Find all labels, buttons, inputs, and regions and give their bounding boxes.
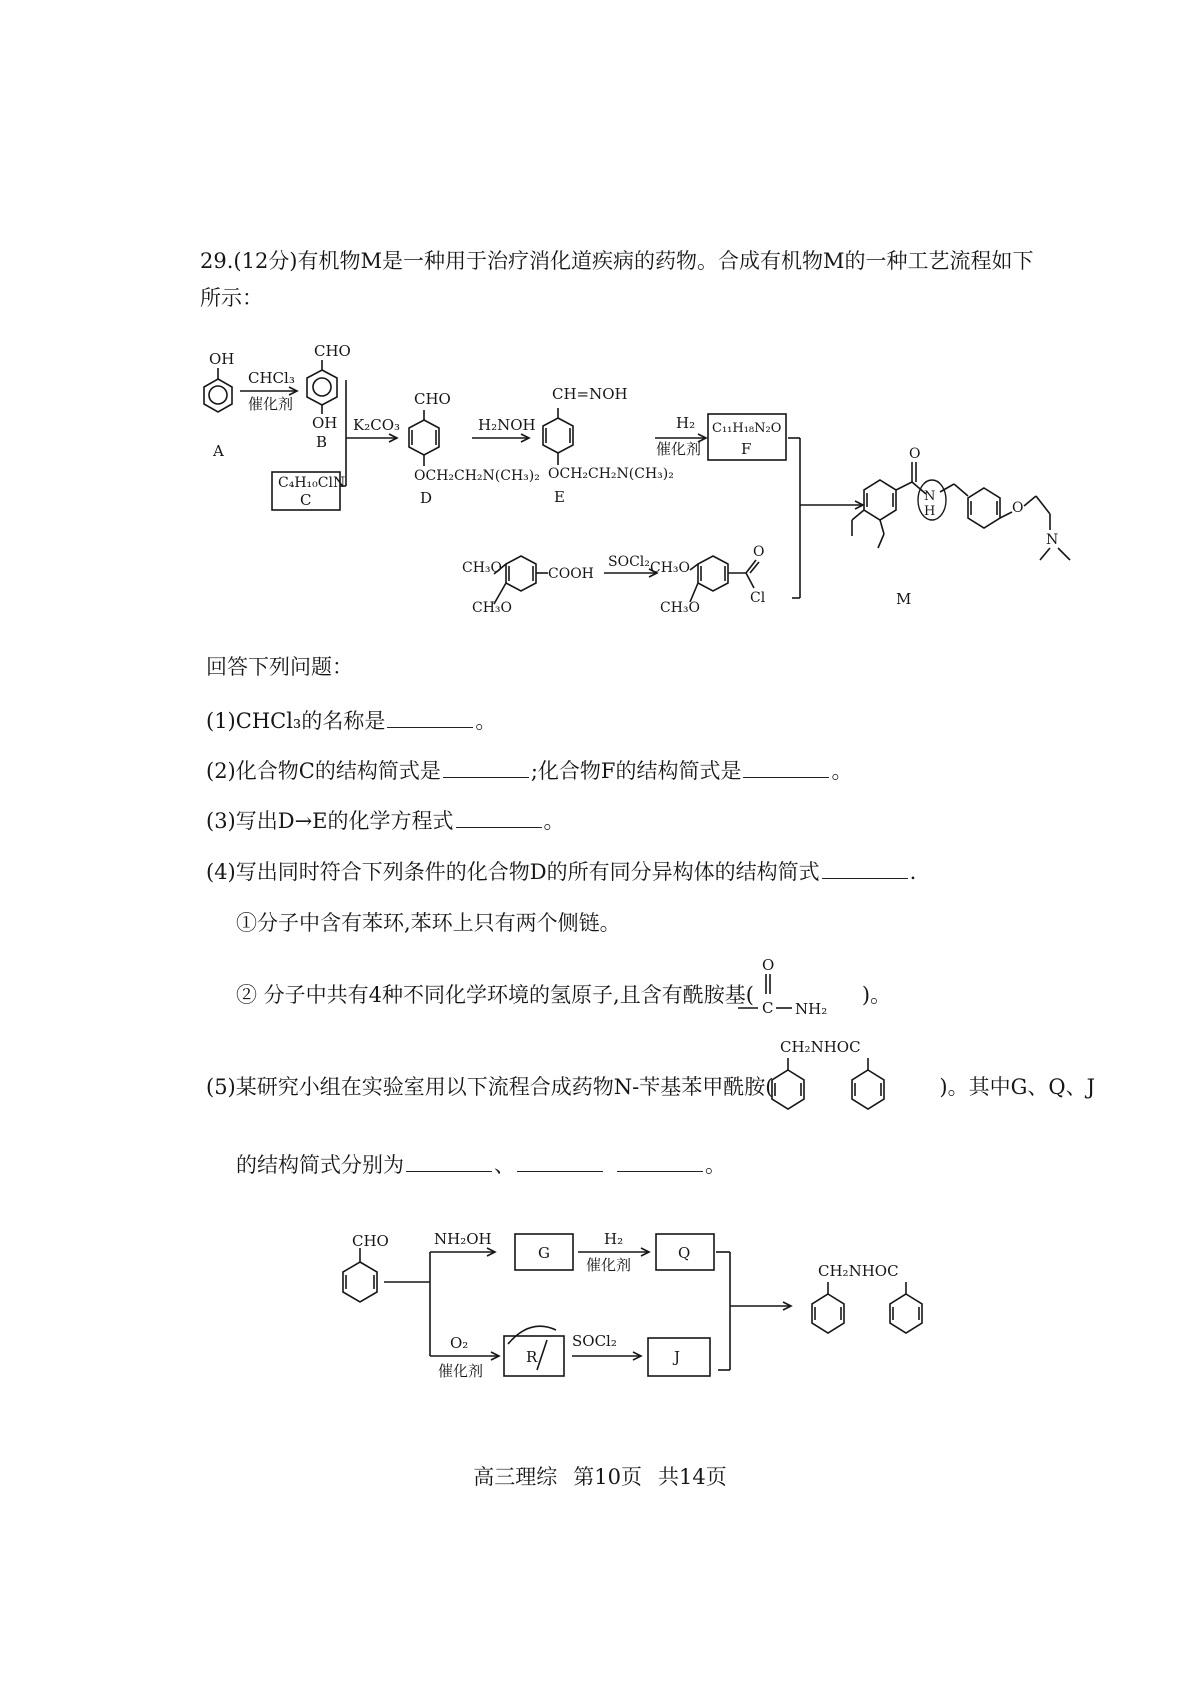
label-M: M [896, 590, 912, 608]
product-label: CH₂NHOC [818, 1262, 899, 1280]
blank-q1[interactable] [387, 707, 473, 728]
amide-C: C [762, 999, 774, 1017]
M-amine-N: N [1046, 532, 1059, 548]
reagent-h2-2: H₂ [604, 1230, 624, 1248]
A-OH: OH [209, 350, 235, 368]
condition-1: ①分子中含有苯环,苯环上只有两个侧链。 [236, 911, 621, 935]
benzene-ring-M-right [968, 488, 1000, 528]
reagent-socl2: SOCl₂ [608, 554, 650, 570]
acid-cooh: COOH [548, 566, 594, 582]
page-footer: 高三理综 第10页 共14页 [473, 1465, 727, 1489]
acid-ch3o-top: CH₃O [462, 560, 503, 576]
answer-prompt: 回答下列问题： [206, 655, 353, 679]
B-CHO: CHO [314, 342, 351, 360]
product-ring-right [890, 1294, 922, 1333]
benzene-ring-M-left [864, 480, 896, 520]
blank-q5-Q[interactable] [517, 1151, 603, 1172]
blank-q2-F[interactable] [743, 757, 829, 778]
blank-q5-J[interactable] [617, 1151, 703, 1172]
box-Q [656, 1234, 714, 1270]
reagent-chcl3: CHCl₃ [248, 369, 295, 387]
inline-product-label: CH₂NHOC [780, 1038, 861, 1056]
question-4: (4)写出同时符合下列条件的化合物D的所有同分异构体的结构简式 . [206, 860, 917, 884]
question-1: (1)CHCl₃的名称是 。 [206, 709, 497, 733]
B-OH: OH [312, 414, 338, 432]
label-R: R [526, 1348, 538, 1366]
blank-q5-G[interactable] [406, 1151, 492, 1172]
reagent-k2co3: K₂CO₃ [353, 416, 401, 434]
catalyst-3: 催化剂 [586, 1256, 632, 1274]
reagent-o2: O₂ [450, 1334, 469, 1352]
question-5: (5)某研究小组在实验室用以下流程合成药物N-苄基苯甲酰胺( )。其中G、Q、J [206, 1075, 1096, 1099]
acid-ch3o-bottom: CH₃O [472, 600, 513, 616]
chloride-O: O [753, 544, 765, 560]
formula-F: C₁₁H₁₈N₂O [712, 421, 782, 436]
reagent-nh2oh: NH₂OH [434, 1230, 492, 1248]
amide-NH2: NH₂ [795, 1000, 828, 1018]
chloride-ch3o-top: CH₃O [650, 560, 691, 576]
blank-q3[interactable] [456, 807, 542, 828]
label-E: E [554, 488, 565, 506]
synthesis-scheme-1 [0, 0, 1200, 616]
question-2: (2)化合物C的结构简式是 ;化合物F的结构简式是 。 [206, 759, 853, 783]
label-J: J [674, 1348, 681, 1366]
benzene-ring-acid-chloride [698, 556, 728, 591]
M-N: N [924, 489, 936, 504]
blank-q2-C[interactable] [443, 757, 529, 778]
box-R [504, 1336, 564, 1376]
reagent-h2: H₂ [676, 414, 696, 432]
condition-2: ② 分子中共有4种不同化学环境的氢原子,且含有酰胺基( )。 [236, 983, 892, 1007]
formula-C: C₄H₁₀ClN [278, 475, 346, 491]
benzene-ring-acid [506, 556, 536, 591]
label-G: G [538, 1244, 550, 1262]
E-oxime: CH=NOH [552, 385, 628, 403]
catalyst-2: 催化剂 [656, 440, 702, 458]
M-ether-O: O [1012, 500, 1024, 516]
benzaldehyde-CHO: CHO [352, 1232, 389, 1250]
label-C: C [300, 491, 312, 509]
benzaldehyde-ring [343, 1262, 377, 1302]
label-Q: Q [678, 1244, 691, 1262]
label-A: A [213, 442, 224, 460]
M-H: H [924, 504, 936, 519]
benzene-ring-D [409, 420, 439, 455]
question-intro-line2: 所示： [200, 286, 263, 310]
M-carbonyl-O: O [909, 446, 921, 462]
E-side-chain: OCH₂CH₂N(CH₃)₂ [548, 466, 674, 482]
catalyst-4: 催化剂 [438, 1362, 484, 1380]
label-B: B [316, 433, 328, 451]
D-CHO: CHO [414, 390, 451, 408]
catalyst-1: 催化剂 [248, 395, 294, 413]
box-J [648, 1338, 710, 1376]
D-side-chain: OCH₂CH₂N(CH₃)₂ [414, 468, 540, 484]
question-5-answer-line: 的结构简式分别为 、 。 [236, 1153, 726, 1177]
benzene-ring-B [307, 370, 337, 405]
amide-O: O [762, 956, 775, 974]
chloride-ch3o-bottom: CH₃O [660, 600, 701, 616]
blank-q4[interactable] [822, 858, 908, 879]
label-D: D [420, 489, 433, 507]
chloride-Cl: Cl [750, 590, 766, 606]
question-3: (3)写出D→E的化学方程式 。 [206, 809, 565, 833]
question-intro-line1: 29.(12分)有机物M是一种用于治疗消化道疾病的药物。合成有机物M的一种工艺流程如下 [200, 249, 1034, 273]
product-ring-left [812, 1294, 844, 1333]
reagent-socl2-2: SOCl₂ [572, 1332, 617, 1350]
reagent-h2noh: H₂NOH [478, 416, 536, 434]
benzene-ring-A [204, 379, 232, 412]
box-G [515, 1234, 573, 1270]
label-F: F [741, 440, 752, 458]
benzene-ring-E [543, 418, 573, 453]
